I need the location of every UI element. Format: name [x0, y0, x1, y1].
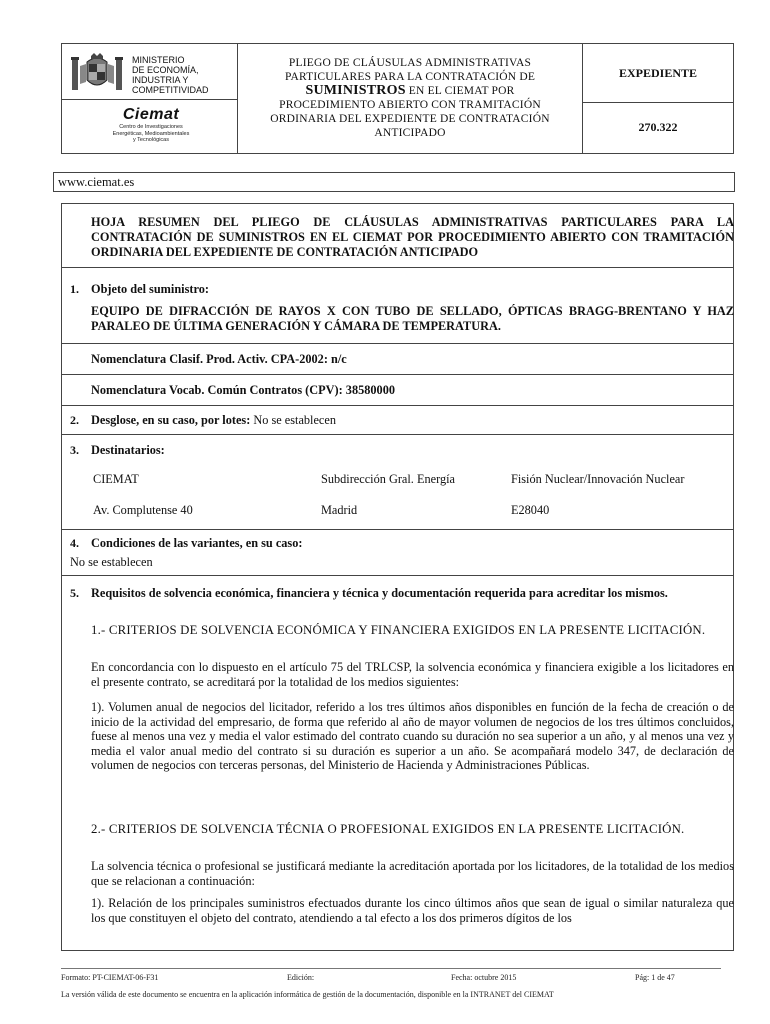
section-title: Requisitos de solvencia económica, financiera y técnica y documentación requerida para acreditar los mismos.: [91, 586, 668, 600]
expediente-label: EXPEDIENTE: [583, 44, 733, 103]
website-bar: [53, 172, 735, 192]
recipient-unit: Fisión Nuclear/Innovación Nuclear: [511, 472, 685, 486]
recipient-department: Subdirección Gral. Energía: [321, 472, 455, 486]
footer-format: Formato: PT-CIEMAT-06-F31: [61, 973, 159, 982]
ciemat-subtitle-line: Centro de Investigaciones: [119, 124, 183, 130]
summary-heading-row: [62, 204, 733, 268]
ministry-line: MINISTERIO: [132, 55, 185, 65]
recipient-name: CIEMAT: [93, 472, 139, 486]
footer-edition: Edición:: [287, 973, 315, 982]
variants-value: No se establecen: [70, 555, 153, 569]
ciemat-subtitle-line: Energéticas, Medioambientales: [112, 130, 190, 137]
ministry-line: DE ECONOMÍA,: [132, 65, 199, 75]
expediente-cell: [583, 44, 733, 153]
logo-cell: [62, 44, 238, 153]
ministry-line: COMPETITIVIDAD: [132, 85, 209, 95]
cpv-code: Nomenclatura Vocab. Común Contratos (CPV): 38580000: [91, 383, 395, 397]
ministry-line: INDUSTRIA Y: [132, 75, 189, 85]
ministry-name: [132, 55, 209, 95]
cpv-row: [62, 375, 733, 406]
section-number: 4.: [70, 536, 79, 550]
footer-divider: [61, 968, 721, 969]
title-emphasis: SUMINISTROS: [305, 83, 406, 98]
section-3: [62, 435, 733, 530]
section-4: [62, 530, 733, 576]
section-number: 3.: [70, 443, 79, 457]
title-line: PLIEGO DE CLÁUSULAS ADMINISTRATIVAS: [288, 57, 532, 69]
lots-value: No se establecen: [250, 413, 336, 427]
section-5: [62, 576, 733, 951]
footer-page: Pág: 1 de 47: [635, 973, 675, 982]
recipient-postcode: E28040: [511, 503, 550, 517]
section-2: [62, 406, 733, 435]
ciemat-logo-text: Ciemat: [122, 106, 180, 123]
section-title: Destinatarios:: [91, 443, 165, 457]
solvency-technical-intro: La solvencia técnica o profesional se justificará mediante la acreditación aportada por los licitadores, de la totalidad de los medios que se relacionan a continuación:: [91, 859, 734, 888]
solvency-economic-intro: En concordancia con lo dispuesto en el artículo 75 del TRLCSP, la solvencia económica y financiera exigible a los licitadores en el presente contrato, se acreditará por la totalidad de los medios siguientes:: [91, 660, 734, 689]
document-title: [238, 44, 583, 153]
document-header: [61, 43, 734, 154]
section-number: 5.: [70, 586, 79, 600]
ministry-cell: [62, 44, 237, 100]
ciemat-logo: [92, 106, 210, 144]
section-1: [62, 268, 733, 344]
ciemat-subtitle-line: y Tecnológicas: [133, 137, 169, 143]
summary-table: [61, 203, 734, 951]
solvency-economic-criterion-1: 1). Volumen anual de negocios del licitador, referido a los tres últimos años disponibles en función de la fecha de creación o de inicio de la actividad del empresario, de forma que referido al año de mayor volumen de negocios de los tres últimos concluidos, fuese al menos una vez y media el valor estimado del contrato cuando su duración no sea superior a un año, y al menos una vez y media el valor anual medio del contrato si su duración es superior a un año. Se acompañará modelo 347, de declaración de volumen de negocios con terceras personas, del Ministerio de Hacienda y Administraciones Públicas.: [91, 700, 734, 772]
recipient-city: Madrid: [321, 503, 358, 517]
title-rest: EN EL CIEMAT POR: [405, 85, 515, 97]
title-line: ORDINARIA DEL EXPEDIENTE DE CONTRATACIÓN: [270, 113, 550, 125]
section-title: Desglose, en su caso, por lotes:: [91, 413, 251, 427]
title-line: PARTICULARES PARA LA CONTRATACIÓN DE: [284, 71, 536, 83]
solvency-technical-criterion-1: 1). Relación de los principales suministros efectuados durante los cinco últimos años que sean de igual o similar naturaleza que los que constituyen el objeto del contrato, atendiendo a tal efecto a los dos primeros dígitos de los: [91, 896, 734, 925]
section-number: 2.: [70, 413, 79, 427]
title-line: PROCEDIMIENTO ABIERTO CON TRAMITACIÓN: [279, 99, 541, 111]
title-line: ANTICIPADO: [374, 127, 446, 139]
expediente-number: 270.322: [638, 120, 678, 134]
section-title: Objeto del suministro:: [91, 282, 209, 296]
section-number: 1.: [70, 282, 79, 296]
recipient-address: Av. Complutense 40: [93, 503, 193, 517]
summary-heading: HOJA RESUMEN DEL PLIEGO DE CLÁUSULAS ADMINISTRATIVAS PARTICULARES PARA LA CONTRATACIÓN DE SUMINISTROS EN EL CIEMAT POR PROCEDIMIENTO ABIERTO CON TRAMITACIÓN ORDINARIA DEL EXPEDIENTE DE CONTRATACIÓN ANTICIPADO: [91, 215, 734, 259]
solvency-economic-heading: 1.- CRITERIOS DE SOLVENCIA ECONÓMICA Y FINANCIERA EXIGIDOS EN LA PRESENTE LICITACIÓN.: [91, 623, 706, 637]
footer-date: Fecha: octubre 2015: [451, 973, 517, 982]
title-line: [238, 84, 582, 98]
footer-note: La versión válida de este documento se encuentra en la aplicación informática de gestión de la documentación, disponible en la INTRANET del CIEMAT: [61, 990, 554, 999]
ciemat-subtitle: [92, 124, 210, 144]
website-link[interactable]: www.ciemat.es: [58, 175, 135, 189]
supply-object: EQUIPO DE DIFRACCIÓN DE RAYOS X CON TUBO DE SELLADO, ÓPTICAS BRAGG-BRENTANO Y HAZ PARALEO DE ÚLTIMA GENERACIÓN Y CÁMARA DE TEMPERATURA.: [91, 304, 734, 333]
cpa-row: [62, 344, 733, 375]
section-title: Condiciones de las variantes, en su caso:: [91, 536, 303, 550]
solvency-technical-heading: 2.- CRITERIOS DE SOLVENCIA TÉCNIA O PROFESIONAL EXIGIDOS EN LA PRESENTE LICITACIÓN.: [91, 822, 685, 836]
cpa-code: Nomenclatura Clasif. Prod. Activ. CPA-2002: n/c: [91, 352, 347, 366]
coat-of-arms-icon: [70, 52, 124, 94]
